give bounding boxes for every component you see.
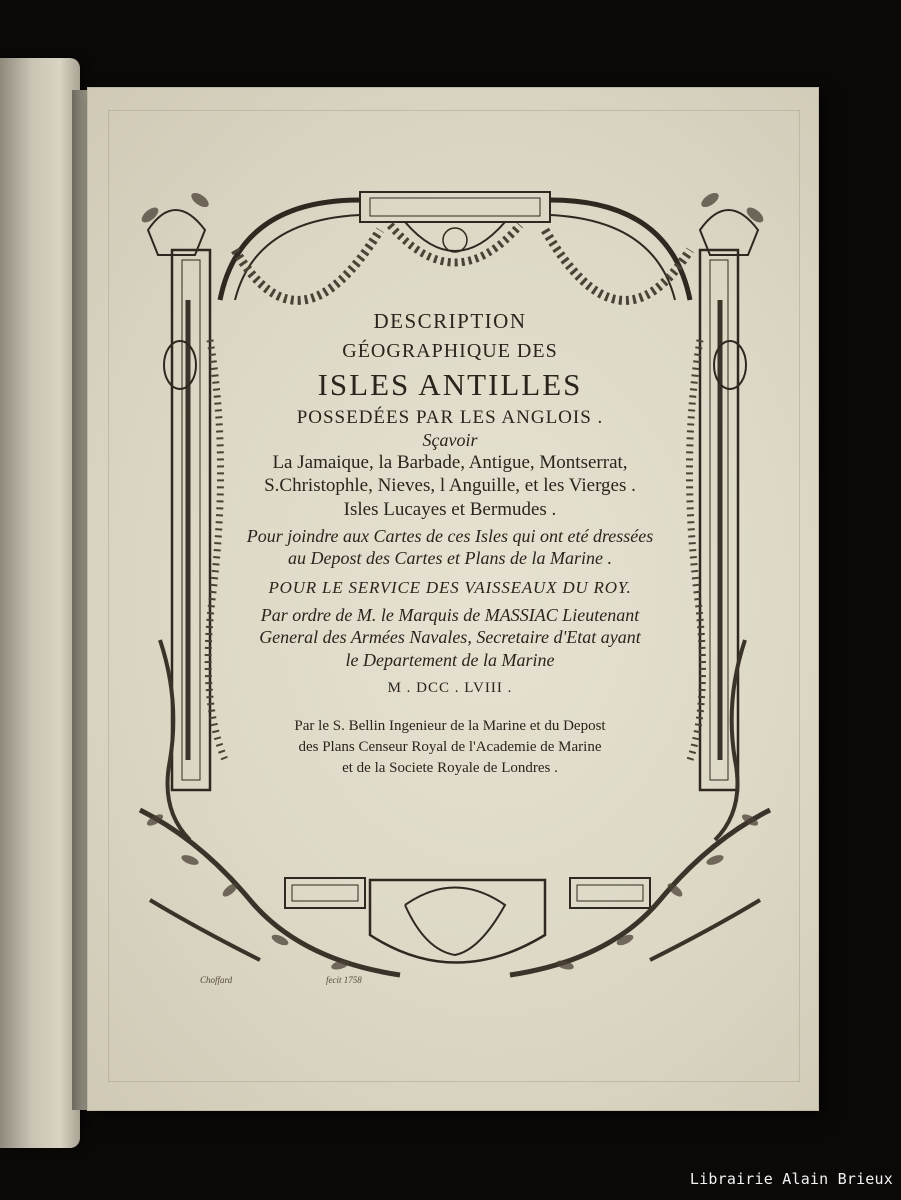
title-line: POSSEDÉES PAR LES ANGLOIS . [296,406,604,428]
purpose-line: au Depost des Cartes et Plans de la Marine . [288,548,612,568]
title-line: Sçavoir [422,429,478,450]
main-title: ISLES ANTILLES [317,366,583,402]
author-line: et de la Societe Royale de Londres . [342,760,558,777]
title-line: DESCRIPTION [373,309,527,333]
watermark: Librairie Alain Brieux [689,1170,893,1188]
engraver-signature: Choffard [200,975,233,985]
islands-line: Isles Lucayes et Bermudes . [343,498,557,520]
author-line: des Plans Censeur Royal de l'Academie de Marine [298,739,602,756]
order-line: General des Armées Navales, Secretaire d'Etat ayant [259,627,641,648]
islands-line: La Jamaique, la Barbade, Antigue, Montserrat, [272,452,628,474]
engraver-signature-date: fecit 1758 [326,975,362,985]
purpose-line: Pour joindre aux Cartes de ces Isles qui ont eté dressées [246,525,654,546]
order-line: le Departement de la Marine [345,649,555,670]
publication-year: M . DCC . LVIII . [387,679,513,696]
author-line: Par le S. Bellin Ingenieur de la Marine et du Depost [294,718,606,735]
order-line: Par ordre de M. le Marquis de MASSIAC Lieutenant [260,605,640,626]
islands-line: S.Christophle, Nieves, l Anguille, et les Vierges . [264,475,636,497]
top-cartouche [360,192,550,222]
service-line: POUR LE SERVICE DES VAISSEAUX DU ROY. [268,578,632,598]
title-line: GÉOGRAPHIQUE DES [342,339,558,362]
title-text-block [210,310,690,781]
